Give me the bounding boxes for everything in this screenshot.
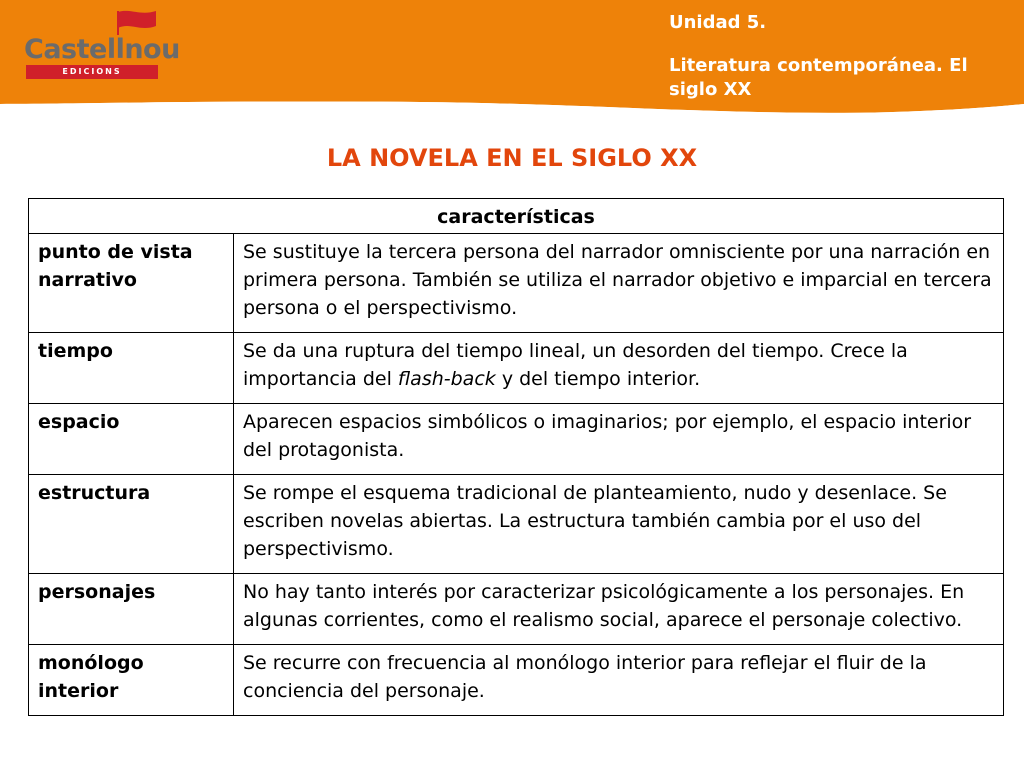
row-label: espacio xyxy=(29,404,234,475)
unit-subtitle: Literatura contemporánea. El siglo XX xyxy=(669,55,968,100)
logo-name: Castellnou xyxy=(24,34,180,65)
row-label: personajes xyxy=(29,574,234,645)
row-text: Se recurre con frecuencia al monólogo interior para reflejar el fluir de la conciencia del personaje. xyxy=(234,645,1004,716)
row-text-after: y del tiempo interior. xyxy=(495,368,701,390)
logo-subtitle: EDICIONS xyxy=(26,65,158,79)
table-row xyxy=(29,333,1004,404)
table-row xyxy=(29,404,1004,475)
row-text-before: Se da una ruptura del tiempo lineal, un desorden del tiempo. Crece la importancia del xyxy=(243,340,908,390)
unit-title: Unidad 5. xyxy=(669,12,767,33)
table-row xyxy=(29,475,1004,574)
table-header: características xyxy=(29,199,1004,234)
table-row xyxy=(29,234,1004,333)
row-text: No hay tanto interés por caracterizar psicológicamente a los personajes. En algunas corrientes, como el realismo social, aparece el personaje colectivo. xyxy=(234,574,1004,645)
row-label: estructura xyxy=(29,475,234,574)
page-title: LA NOVELA EN EL SIGLO XX xyxy=(326,144,698,172)
row-label: punto de vista narrativo xyxy=(29,234,234,333)
castellnou-logo xyxy=(22,8,180,78)
row-text-italic: flash-back xyxy=(397,368,496,390)
row-label: monólogo interior xyxy=(29,645,234,716)
row-label: tiempo xyxy=(29,333,234,404)
row-text: Se rompe el esquema tradicional de planteamiento, nudo y desenlace. Se escriben novelas abiertas. La estructura también cambia por el uso del perspectivismo. xyxy=(234,475,1004,574)
characteristics-table xyxy=(28,198,1004,716)
table-row xyxy=(29,645,1004,716)
row-text: Se sustituye la tercera persona del narrador omnisciente por una narración en primera persona. También se utiliza el narrador objetivo e imparcial en tercera persona o el perspectivismo. xyxy=(234,234,1004,333)
row-text: Aparecen espacios simbólicos o imaginarios; por ejemplo, el espacio interior del protagonista. xyxy=(234,404,1004,475)
table-header-row xyxy=(29,199,1004,234)
header-band xyxy=(0,0,1024,130)
table-row xyxy=(29,574,1004,645)
row-text xyxy=(234,333,1004,404)
